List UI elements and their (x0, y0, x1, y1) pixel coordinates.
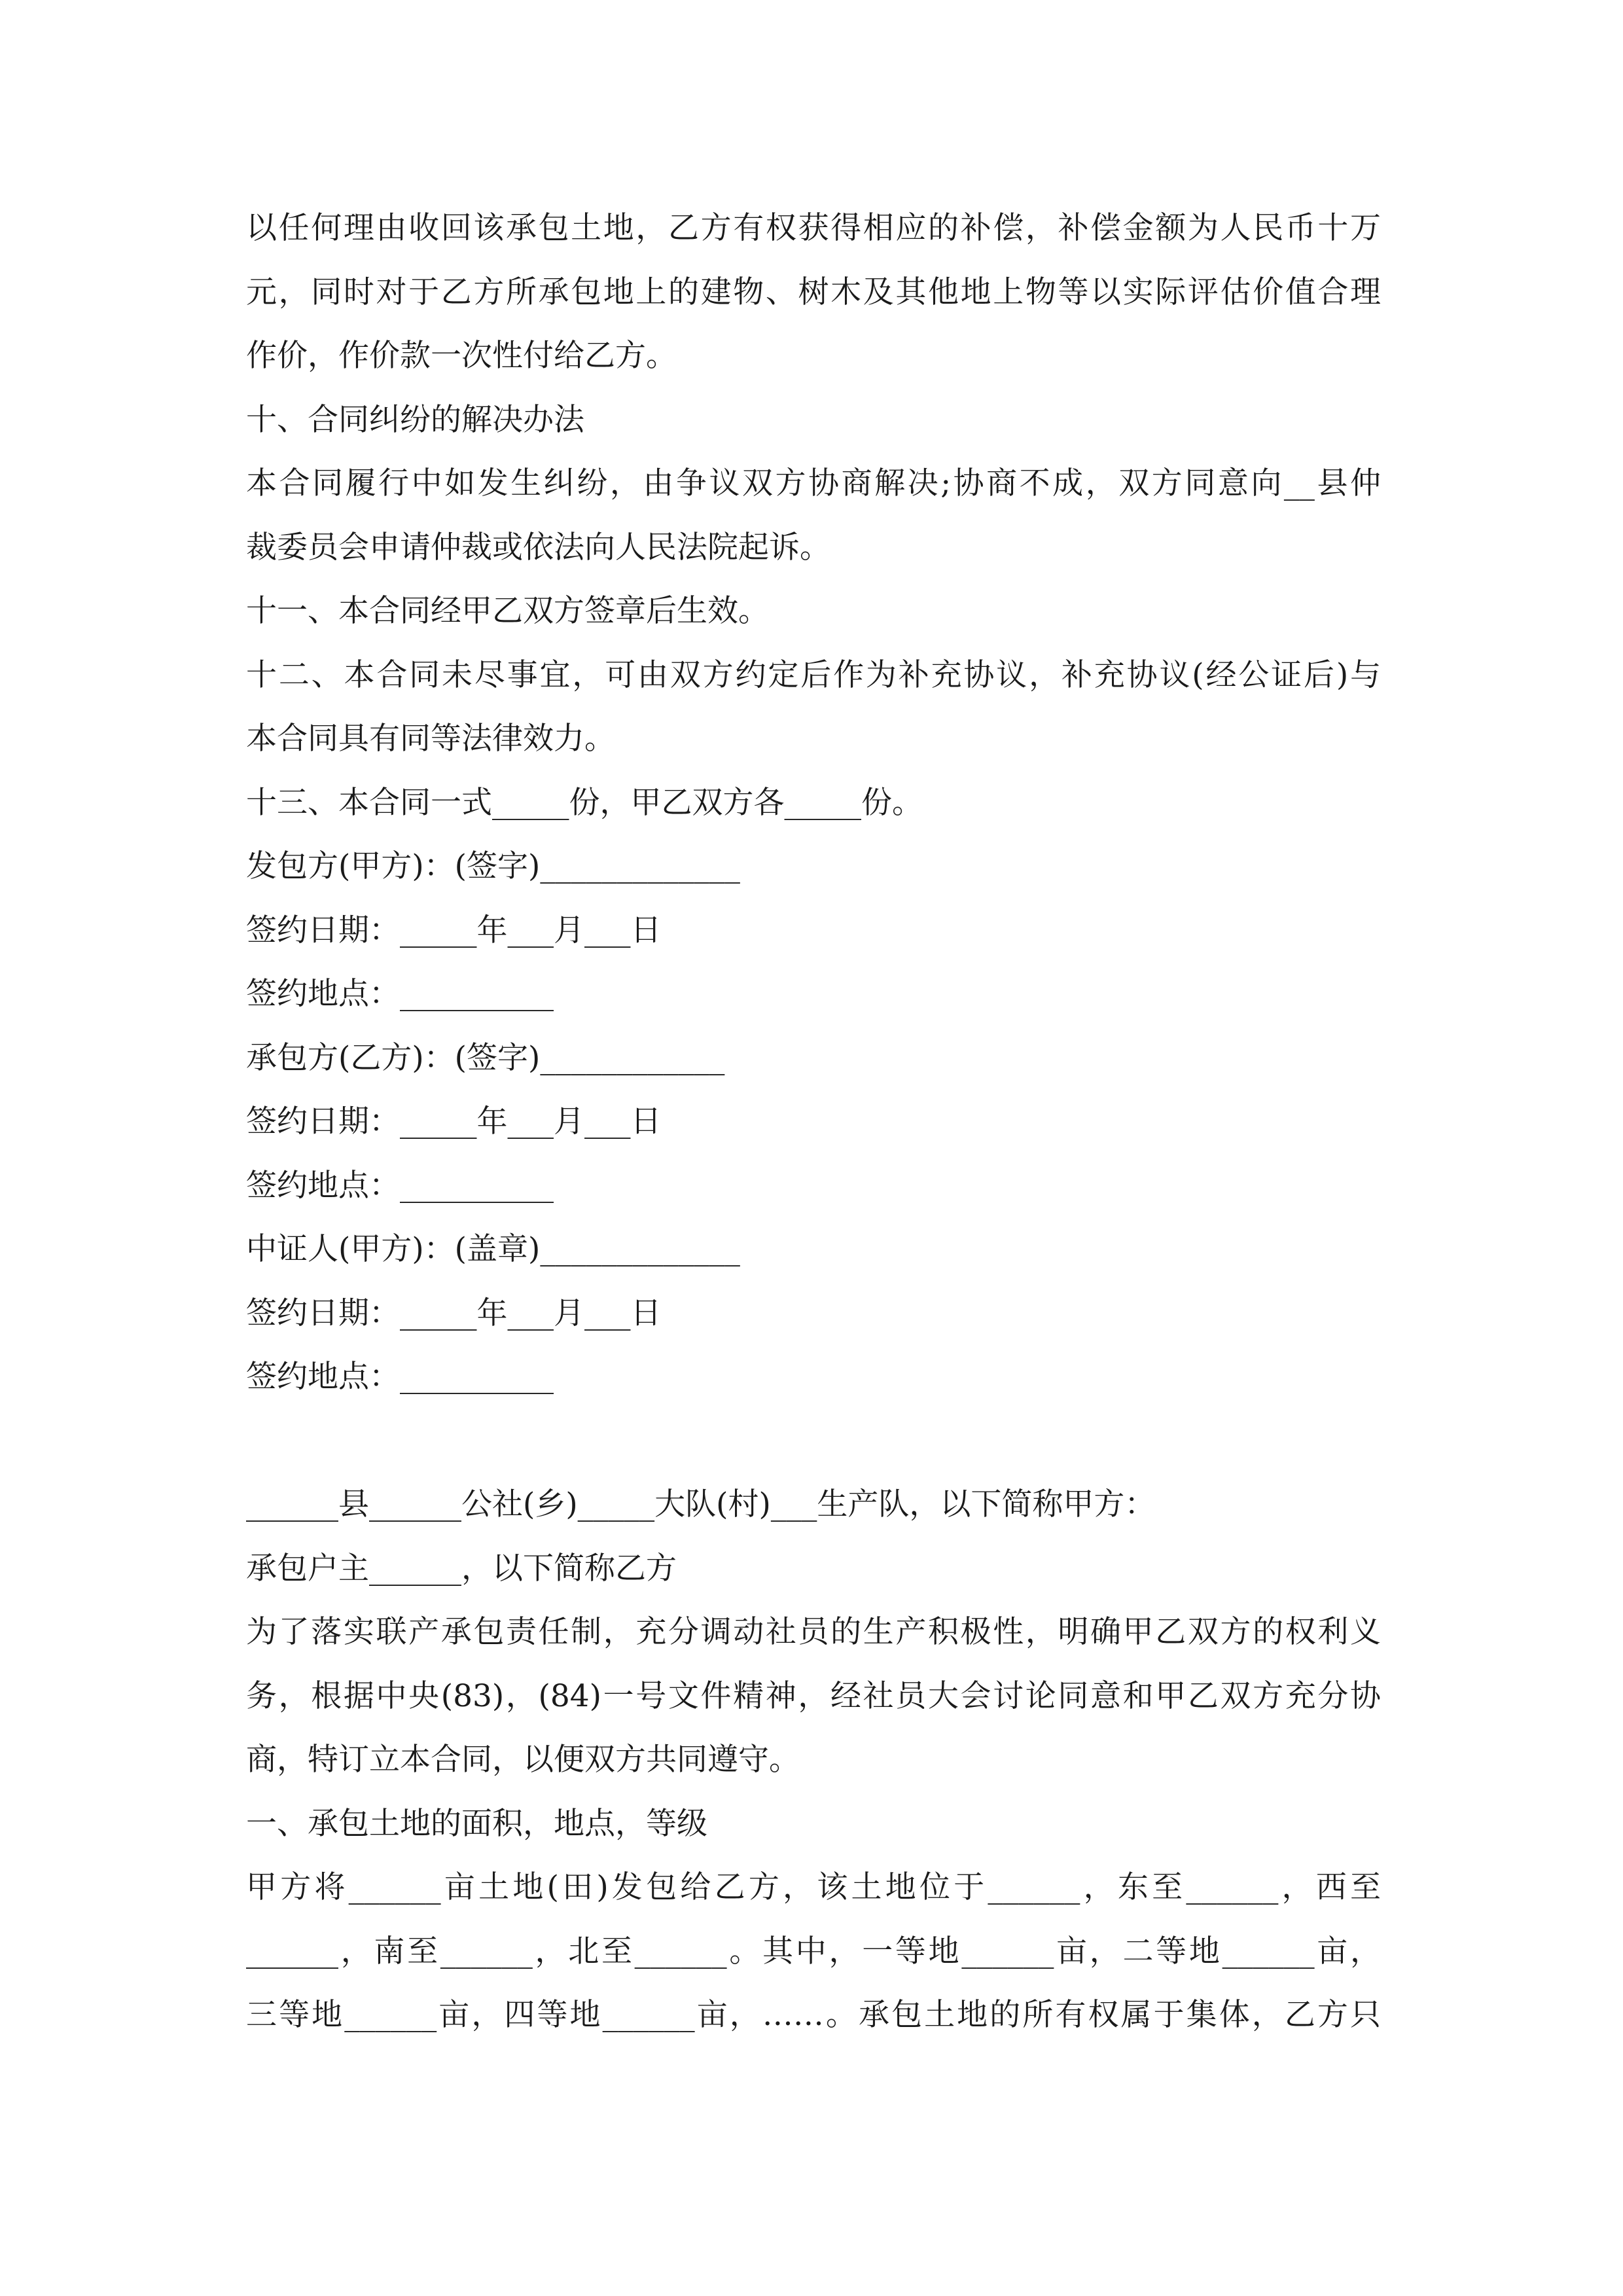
text-line: ______，南至______，北至______。其中，一等地______亩，二等地______亩， (246, 1933, 1381, 1969)
clause-line: 十三、本合同一式_____份，甲乙双方各_____份。 (246, 784, 923, 821)
party-line: 承包户主______，以下简称乙方 (246, 1550, 677, 1587)
party-line: ______县______公社(乡)_____大队(村)___生产队，以下简称甲方： (246, 1486, 1156, 1522)
text-line: 为了落实联产承包责任制，充分调动社员的生产积极性，明确甲乙双方的权利义 (246, 1614, 1381, 1650)
date-line: 签约日期：_____年___月___日 (246, 1295, 662, 1331)
text-line: 甲方将______亩土地(田)发包给乙方，该土地位于______，东至______，西至 (246, 1869, 1381, 1905)
place-line: 签约地点：__________ (246, 1359, 554, 1395)
document-page (246, 196, 1381, 2047)
section-gap (246, 1409, 1381, 1473)
signature-line: 承包方(乙方)：(签字)____________ (246, 1039, 725, 1076)
text-line: 三等地______亩，四等地______亩，……。承包土地的所有权属于集体，乙方只 (246, 1997, 1381, 2033)
signature-line: 中证人(甲方)：(盖章)_____________ (246, 1231, 740, 1267)
text-line: 以任何理由收回该承包土地，乙方有权获得相应的补偿，补偿金额为人民币十万 (246, 210, 1381, 246)
text-line: 元，同时对于乙方所承包地上的建物、树木及其他地上物等以实际评估价值合理 (246, 274, 1381, 310)
signature-line: 发包方(甲方)：(签字)_____________ (246, 848, 740, 884)
text-line: 务，根据中央(83)，(84)一号文件精神，经社员大会讨论同意和甲乙双方充分协 (246, 1677, 1381, 1714)
text-line: 本合同履行中如发生纠纷，由争议双方协商解决;协商不成，双方同意向__县仲 (246, 465, 1381, 501)
clause-line: 十二、本合同未尽事宜，可由双方约定后作为补充协议，补充协议(经公证后)与 (246, 656, 1381, 693)
place-line: 签约地点：__________ (246, 976, 554, 1012)
text-line: 作价，作价款一次性付给乙方。 (246, 338, 677, 374)
date-line: 签约日期：_____年___月___日 (246, 912, 662, 948)
date-line: 签约日期：_____年___月___日 (246, 1103, 662, 1139)
section-heading: 一、承包土地的面积，地点，等级 (246, 1805, 707, 1842)
text-line: 裁委员会申请仲裁或依法向人民法院起诉。 (246, 529, 830, 565)
place-line: 签约地点：__________ (246, 1167, 554, 1204)
text-line: 商，特订立本合同，以便双方共同遵守。 (246, 1742, 800, 1778)
section-heading: 十、合同纠纷的解决办法 (246, 401, 584, 438)
text-line: 本合同具有同等法律效力。 (246, 721, 615, 757)
clause-line: 十一、本合同经甲乙双方签章后生效。 (246, 593, 769, 629)
